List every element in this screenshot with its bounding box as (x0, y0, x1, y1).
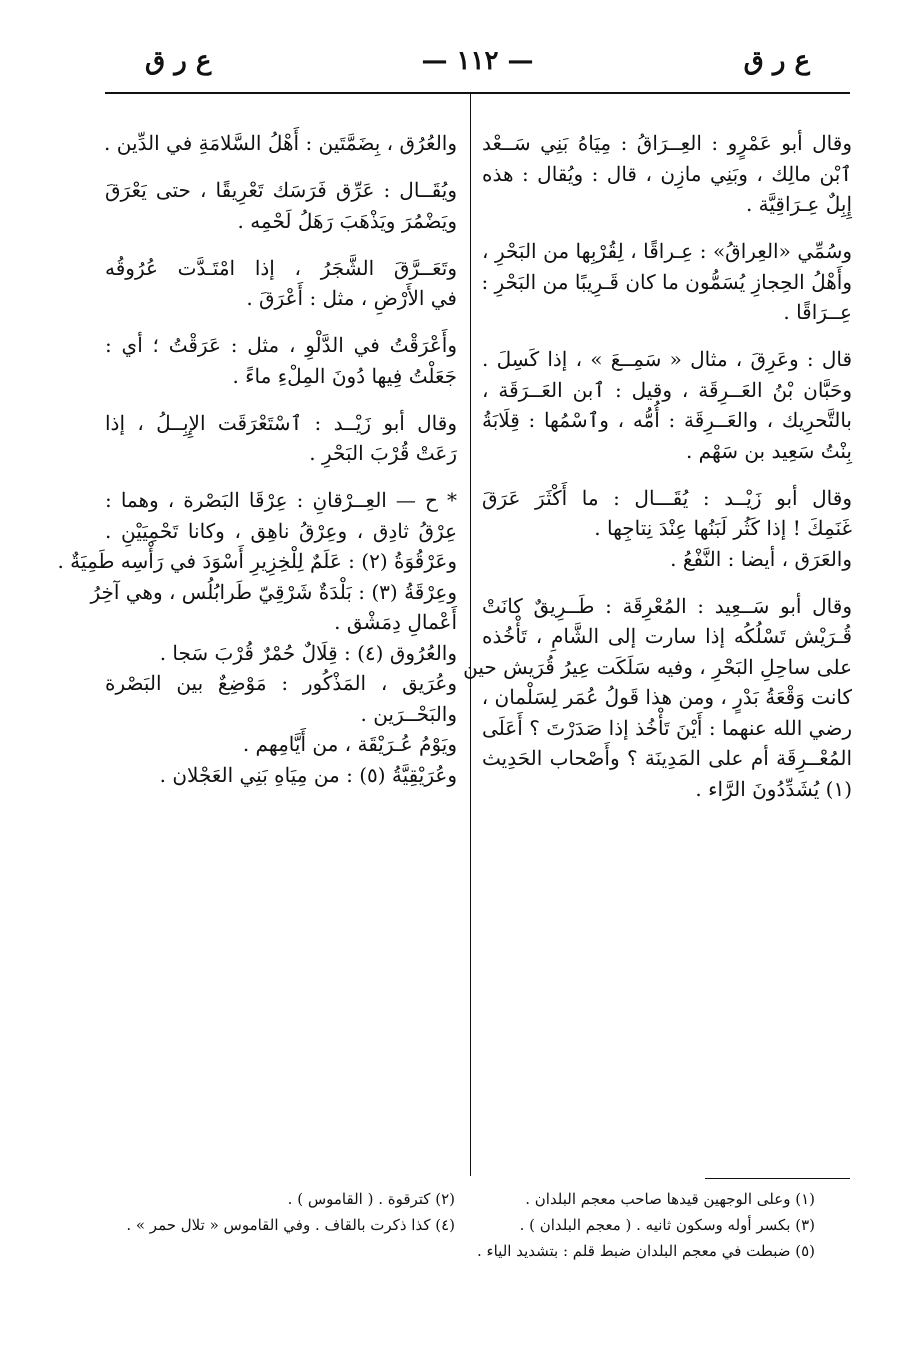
header-root-right: ع ر ق (743, 46, 810, 76)
header-root-left: ع ر ق (145, 46, 212, 76)
text-line: أَعْمالِ دِمَشْق . (334, 610, 457, 634)
text-line: عِرْقُ ثادِق ، وعِرْقُ ناهِق ، وكانا تَحْمِيَيْنِ . (105, 518, 457, 543)
text-line: بِنْتُ سَعِيد بن سَهْم . (685, 438, 852, 463)
text-line: وتَعَــرَّقَ الشَّجَرُ ، إذا امْتَـدَّت عُرُوقُه (105, 255, 457, 280)
text-line: غَنَمِكَ ! إذا كَثُر لَبَنُها عِنْدَ نِتاجِها . (594, 516, 852, 540)
footnote: (٥) ضبطت في معجم البلدان ضبط قلم : بتشديد الياء . (477, 1242, 815, 1260)
text-line: وعُرَيْقِيَّةُ (٥) : من مِيَاهِ بَنِي العَجْلان . (159, 762, 457, 787)
text-line: * ح — العِــرْقانِ : عِرْقَا البَصْرة ، وهما : (105, 488, 457, 512)
text-line: والعَرَق ، أيضا : النَّفْعُ . (670, 546, 852, 571)
text-line: وعَرْقُوَةُ (٢) : عَلَمٌ لِلْخِزِيرِ أَسْوَدَ في رَأْسِه طَمِيَةٌ . (57, 549, 457, 573)
text-line: والبَحْــرَين . (360, 701, 457, 726)
text-line: ويَضْمُرَ ويَذْهَبَ رَهَلُ لَحْمِه . (237, 208, 457, 233)
text-line: (١) يُشَدِّدُونَ الرَّاء . (695, 776, 852, 801)
header-rule (105, 92, 850, 94)
text-line: جَعَلْتُ فِيها دُونَ المِلْءِ ماءً . (232, 363, 457, 388)
footnote: (١) وعلى الوجهين قيدها صاحب معجم البلدان . (525, 1190, 815, 1208)
text-line: ويُقَــال : عَرِّق فَرَسَك تَعْرِيقًا ، حتى يَعْرَقَ (105, 178, 457, 202)
text-line: المُعْــرِقَة أم على المَدِينَة ؟ وأَصْحاب الحَدِيث (482, 746, 852, 770)
text-line: بالتَّحرِيك ، والعَــرِقَة : أُمُّه ، وٱسْمُها : قِلَابَةُ (482, 408, 852, 432)
text-line: رَعَتْ قُرْبَ البَحْرِ . (309, 441, 457, 465)
left-column (57, 128, 457, 790)
text-line: قُـرَيْش تَسْلُكُه إذا سارت إلى الشَّامِ ، تَأْخُذه (482, 624, 852, 648)
text-line: ويَوْمُ عُـرَيْقَة ، من أَيَّامِهم . (242, 732, 457, 756)
text-line: والعُرُوق (٤) : قِلَالٌ حُمْرٌ قُرْبَ سَجا . (159, 640, 457, 665)
column-divider (470, 94, 471, 1176)
page-number: — ١١٢ — (421, 46, 534, 76)
text-line: وقال أبو زَيْــد : ٱسْتَعْرَقَت الإِبِــلُ ، إذا (105, 410, 457, 435)
text-line: وقال أبو سَــعِيد : المُعْرِقَة : طَــرِيقٌ كانَتْ (482, 593, 852, 618)
page-header (105, 46, 850, 86)
text-line: وقال أبو عَمْرٍو : العِــرَاقُ : مِيَاهُ بَنِي سَــعْد (482, 131, 852, 155)
text-line: وقال أبو زَيْــد : يُقَـــال : ما أَكْثَرَ عَرَقَ (482, 485, 852, 510)
text-line: عِــرَاقًا . (783, 300, 852, 324)
footnote: (٢) كترقوة . ( القاموس ) . (287, 1190, 455, 1208)
text-line: كانت وَقْعَةُ بَدْرٍ ، ومن هذا قَولُ عُمَر لِسَلْمان ، (481, 685, 852, 709)
footnotes-right (470, 1186, 815, 1264)
text-line: وعُرَيق ، المَذْكُور : مَوْضِعٌ بين البَصْرة (105, 671, 457, 695)
footnote: (٣) بكسر أوله وسكون ثانيه . ( معجم البلدان ) . (519, 1216, 815, 1234)
text-line: وحَبَّان بْنُ العَــرِقَة ، وقيل : ٱبن العَــرَقَة ، (482, 377, 852, 402)
text-line: وأَعْرَقْتُ في الدَّلْوِ ، مثل : عَرَقْتُ ؛ أي : (105, 333, 457, 357)
text-line: وعِرْقَةُ (٣) : بَلْدَةٌ شَرْقِيّ طَرابُلُس ، وهي آخِرُ (90, 579, 457, 604)
text-line: وسُمِّي «العِراقُ» : عِـراقًا ، لِقُرْبِها من البَحْرِ ، (482, 239, 852, 263)
right-column (463, 128, 852, 804)
footnote: (٤) كذا ذكرت بالقاف . وفي القاموس « تلال حمر » . (126, 1216, 455, 1234)
text-line: وأَهْلُ الحِجازِ يُسَمُّون ما كان قَـرِيبًا من البَحْرِ : (481, 269, 852, 294)
text-line: قال : وعَرِقَ ، مثال « سَمِــعَ » ، إذا كَسِلَ . (482, 347, 852, 371)
text-line: رضي الله عنهما : أَيْنَ تَأْخُذ إذا صَدَرْتَ ؟ أَعَلَى (482, 715, 852, 740)
text-line: والعُرُق ، بِضَمَّتَين : أَهْلُ السَّلامَةِ في الدِّين . (104, 131, 457, 155)
text-line: ٱبْن مالِك ، وبَنِي مازِن ، قال : ويُقال : هذه (482, 161, 852, 186)
footnotes-left (105, 1186, 455, 1238)
footnote-rule (705, 1178, 850, 1179)
text-line: على ساحِلِ البَحْرِ ، وفيه سَلَكَت عِيرُ قُرَيش حين (463, 654, 852, 679)
text-line: إِبِلٌ عِـرَاقِيَّة . (745, 192, 852, 216)
text-line: في الأَرْضِ ، مثل : أَعْرَقَ . (246, 286, 457, 310)
